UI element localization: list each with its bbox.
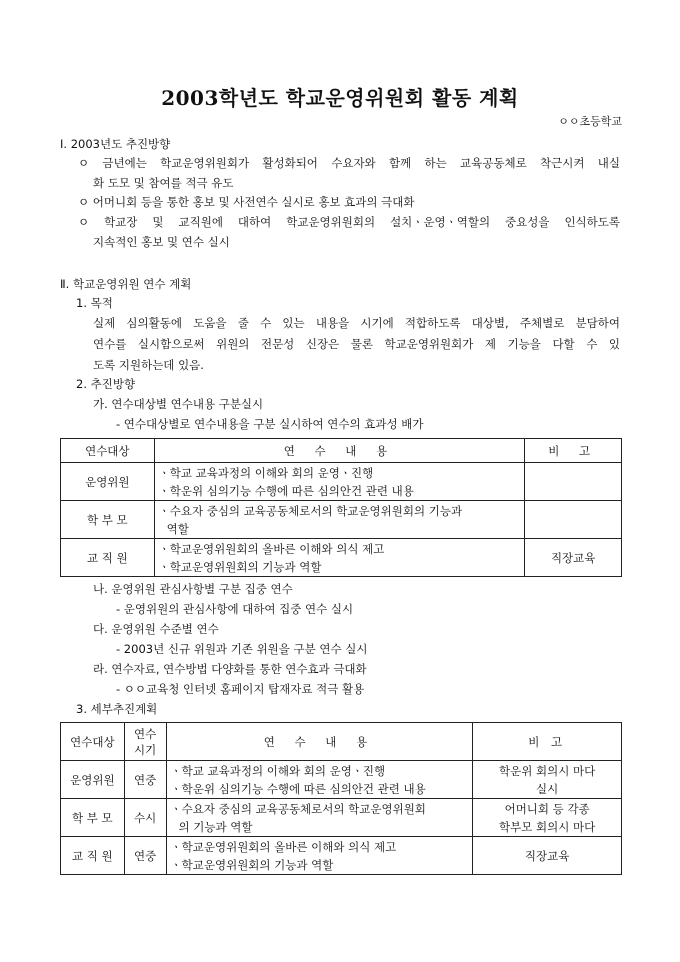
- table-row: [61, 463, 622, 501]
- school-name: ㅇㅇ초등학교: [558, 115, 622, 128]
- content-line: 의 기능과 역할: [178, 819, 253, 834]
- content-line: 역할: [166, 521, 189, 536]
- row-period: 연중: [124, 837, 166, 875]
- purpose-line-3: 도록 지원하는데 있음.: [93, 358, 204, 372]
- header-note: 비 고: [525, 439, 622, 463]
- table-header-row: [61, 723, 622, 761]
- content-line: ㆍ학교운영위원회의 기능과 역할: [158, 559, 322, 574]
- row-content: [154, 539, 525, 577]
- detail-plan-heading: 3. 세부추진계획: [76, 702, 158, 716]
- document-title: 2003학년도 학교운영위원회 활동 계획: [161, 86, 519, 110]
- purpose-heading: 1. 목적: [76, 296, 113, 310]
- direction-ga: 가. 연수대상별 연수내용 구분실시: [93, 397, 264, 411]
- section-1-heading: Ⅰ. 2003년도 추진방향: [60, 137, 171, 151]
- note-line: 학운위 회의시 마다: [499, 763, 596, 778]
- header-period: 연수 시기: [124, 723, 166, 761]
- section-1-bullet-1-cont: 화 도모 및 참여를 적극 유도: [93, 176, 234, 190]
- content-line: ㆍ학교운영위원회의 올바른 이해와 의식 제고: [170, 839, 397, 854]
- section-1-bullet-1: ㅇ 금년에는 학교운영위원회가 활성화되어 수요자와 함께 하는 교육공동체로 착근시켜 내실: [78, 156, 620, 170]
- header-content: 연 수 내 용: [154, 439, 525, 463]
- row-note: [473, 799, 622, 837]
- row-target: 학 부 모: [61, 799, 125, 837]
- section-1-bullet-3: ㅇ 학교장 및 교직원에 대하여 학교운영위원회의 설치ㆍ운영ㆍ역할의 중요성을 인식하도록: [78, 215, 620, 229]
- row-note: [473, 761, 622, 799]
- row-content: [166, 761, 473, 799]
- note-line: 학부모 회의시 마다: [499, 819, 596, 834]
- header-target: 연수대상: [61, 723, 125, 761]
- table-row: [61, 501, 622, 539]
- row-content: [154, 501, 525, 539]
- section-1-bullet-2: ㅇ 어머니회 등을 통한 홍보 및 사전연수 실시로 홍보 효과의 극대화: [78, 195, 415, 209]
- row-note: [525, 463, 622, 501]
- row-note: 직장교육: [473, 837, 622, 875]
- table-row: [61, 539, 622, 577]
- row-period: 수시: [124, 799, 166, 837]
- content-line: ㆍ학교운영위원회의 올바른 이해와 의식 제고: [158, 541, 385, 556]
- content-line: ㆍ수요자 중심의 교육공동체로서의 학교운영위원회: [170, 801, 426, 816]
- header-target: 연수대상: [61, 439, 155, 463]
- section-2-heading: Ⅱ. 학교운영위원 연수 계획: [60, 277, 192, 291]
- table-row: [61, 761, 622, 799]
- note-line: 실시: [536, 781, 559, 796]
- row-target: 교 직 원: [61, 539, 155, 577]
- row-target: 학 부 모: [61, 501, 155, 539]
- table-row: [61, 837, 622, 875]
- training-table-1: [60, 438, 622, 577]
- content-line: ㆍ학운위 심의기능 수행에 따른 심의안건 관련 내용: [170, 781, 426, 796]
- training-table-2: [60, 722, 622, 875]
- table-row: [61, 799, 622, 837]
- row-period: 연중: [124, 761, 166, 799]
- direction-da: 다. 운영위원 수준별 연수: [93, 622, 219, 636]
- direction-na: 나. 운영위원 관심사항별 구분 집중 연수: [93, 582, 293, 596]
- row-target: 운영위원: [61, 463, 155, 501]
- direction-na-sub: - 운영위원의 관심사항에 대하여 집중 연수 실시: [116, 602, 354, 616]
- content-line: ㆍ학교 교육과정의 이해와 회의 운영ㆍ진행: [170, 763, 386, 778]
- note-line: 어머니회 등 각종: [504, 801, 590, 816]
- direction-ga-sub: - 연수대상별로 연수내용을 구분 실시하여 연수의 효과성 배가: [116, 417, 424, 431]
- purpose-line-1: 실제 심의활동에 도움을 줄 수 있는 내용을 시기에 적합하도록 대상별, 주체별로 분담하여: [93, 316, 620, 330]
- content-line: ㆍ학운위 심의기능 수행에 따른 심의안건 관련 내용: [158, 483, 414, 498]
- direction-heading: 2. 추진방향: [76, 377, 136, 391]
- table-header-row: [61, 439, 622, 463]
- content-line: ㆍ수요자 중심의 교육공동체로서의 학교운영위원회의 기능과: [158, 503, 463, 518]
- header-content: 연 수 내 용: [166, 723, 473, 761]
- row-content: [166, 799, 473, 837]
- section-1-bullet-3-cont: 지속적인 홍보 및 연수 실시: [93, 235, 230, 249]
- row-note: 직장교육: [525, 539, 622, 577]
- row-content: [166, 837, 473, 875]
- direction-ra: 라. 연수자료, 연수방법 다양화를 통한 연수효과 극대화: [93, 662, 367, 676]
- row-content: [154, 463, 525, 501]
- content-line: ㆍ학교 교육과정의 이해와 회의 운영ㆍ진행: [158, 465, 374, 480]
- header-note: 비 고: [473, 723, 622, 761]
- row-target: 운영위원: [61, 761, 125, 799]
- direction-da-sub: - 2003년 신규 위원과 기존 위원을 구분 연수 실시: [116, 642, 368, 656]
- direction-ra-sub: - ㅇㅇ교육청 인터넷 홈페이지 탑재자료 적극 활용: [116, 682, 365, 696]
- purpose-line-2: 연수를 실시함으로써 위원의 전문성 신장은 물론 학교운영위원회가 제 기능을 다할 수 있: [93, 337, 620, 351]
- row-target: 교 직 원: [61, 837, 125, 875]
- content-line: ㆍ학교운영위원회의 기능과 역할: [170, 857, 334, 872]
- row-note: [525, 501, 622, 539]
